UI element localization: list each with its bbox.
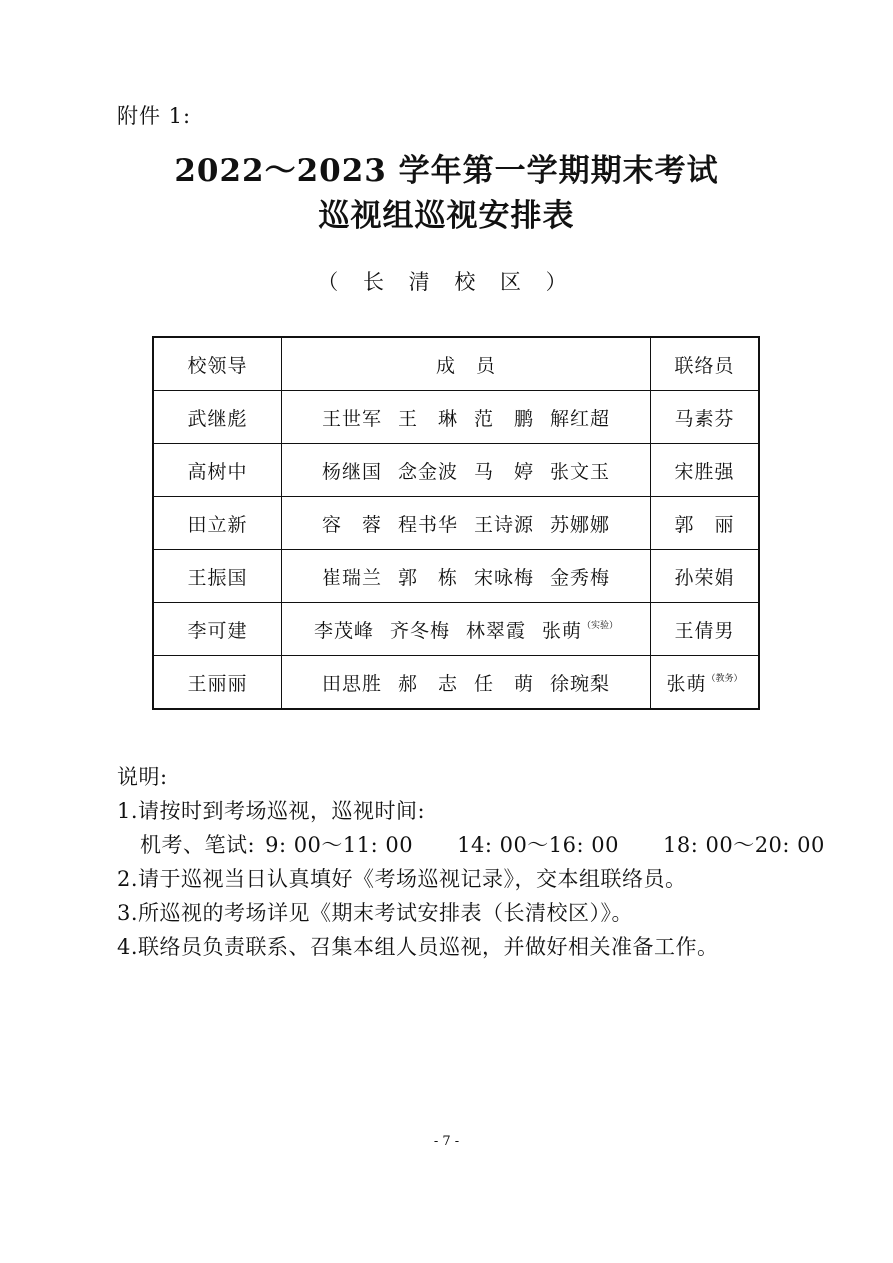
table-row (153, 550, 759, 603)
member-name: 念金波 (397, 460, 458, 483)
member-name: 李茂峰 (313, 619, 374, 642)
note-item-2: 2.请于巡视当日认真填好《考场巡视记录》，交本组联络员。 (117, 867, 687, 891)
table-header-row (153, 337, 759, 391)
note-item-1: 1.请按时到考场巡视，巡视时间: (117, 799, 426, 823)
document-title-line1: 2022～2023 学年第一学期期末考试 (174, 153, 719, 189)
campus-subtitle: （ 长 清 校 区 ） (317, 270, 576, 294)
header-liaison: 联络员 (651, 337, 760, 391)
member-name: 郝 志 (397, 672, 458, 695)
row-liaison: 郭 丽 (651, 497, 760, 550)
row-leader: 高树中 (153, 444, 282, 497)
member-name: 金秀梅 (550, 566, 611, 589)
row-liaison (651, 656, 760, 710)
time-slot: 9: 00～11: 00 (265, 833, 414, 857)
row-leader: 武继彪 (153, 391, 282, 444)
member-name: 马 婷 (474, 460, 535, 483)
member-name: 林翠霞 (465, 619, 526, 642)
header-members: 成 员 (282, 337, 651, 391)
member-name: 张萌 (542, 619, 583, 642)
row-leader: 王振国 (153, 550, 282, 603)
table-row (153, 391, 759, 444)
attachment-label: 附件 1: (117, 104, 192, 128)
time-schedule-line (117, 828, 825, 862)
row-leader: 李可建 (153, 603, 282, 656)
table-row (153, 497, 759, 550)
row-members (282, 603, 651, 656)
member-name: 范 鹏 (474, 407, 535, 430)
row-liaison: 马素芬 (651, 391, 760, 444)
member-name: 程书华 (397, 513, 458, 536)
member-name: 容 蓉 (321, 513, 382, 536)
member-name: 解红超 (550, 407, 611, 430)
member-name: 郭 栋 (397, 566, 458, 589)
member-name: 齐冬梅 (389, 619, 450, 642)
member-name: 宋咏梅 (474, 566, 535, 589)
table-row (153, 444, 759, 497)
member-name: 崔瑞兰 (321, 566, 382, 589)
member-name: 任 萌 (474, 672, 535, 695)
note-item-3: 3.所巡视的考场详见《期末考试安排表（长清校区）》。 (117, 901, 634, 925)
row-members (282, 550, 651, 603)
row-leader: 田立新 (153, 497, 282, 550)
notes-heading: 说明: (117, 765, 168, 789)
row-liaison: 宋胜强 (651, 444, 760, 497)
row-liaison: 孙荣娟 (651, 550, 760, 603)
note-item-4: 4.联络员负责联系、召集本组人员巡视，并做好相关准备工作。 (117, 935, 719, 959)
member-with-note (542, 616, 618, 643)
member-note: （实验） (582, 620, 619, 631)
member-name: 田思胜 (321, 672, 382, 695)
row-members (282, 497, 651, 550)
member-name: 王世军 (321, 407, 382, 430)
row-members (282, 444, 651, 497)
row-members (282, 656, 651, 710)
time-slot: 18: 00～20: 00 (663, 833, 825, 857)
table-row (153, 656, 759, 710)
header-leader: 校领导 (153, 337, 282, 391)
page-number: - 7 - (433, 1134, 460, 1149)
liaison-name: 张萌 (666, 672, 707, 695)
row-members (282, 391, 651, 444)
member-name: 徐琬梨 (550, 672, 611, 695)
member-name: 苏娜娜 (550, 513, 611, 536)
row-liaison: 王倩男 (651, 603, 760, 656)
member-name: 王诗源 (474, 513, 535, 536)
member-name: 王 琳 (397, 407, 458, 430)
time-slot: 14: 00～16: 00 (457, 833, 619, 857)
member-name: 张文玉 (550, 460, 611, 483)
liaison-note: （教务） (706, 673, 743, 684)
inspection-schedule-table (152, 336, 760, 710)
document-title-line2: 巡视组巡视安排表 (318, 198, 575, 234)
notes-section (117, 760, 825, 964)
row-leader: 王丽丽 (153, 656, 282, 710)
table-row (153, 603, 759, 656)
member-name: 杨继国 (321, 460, 382, 483)
schedule-label: 机考、笔试: (140, 833, 256, 857)
